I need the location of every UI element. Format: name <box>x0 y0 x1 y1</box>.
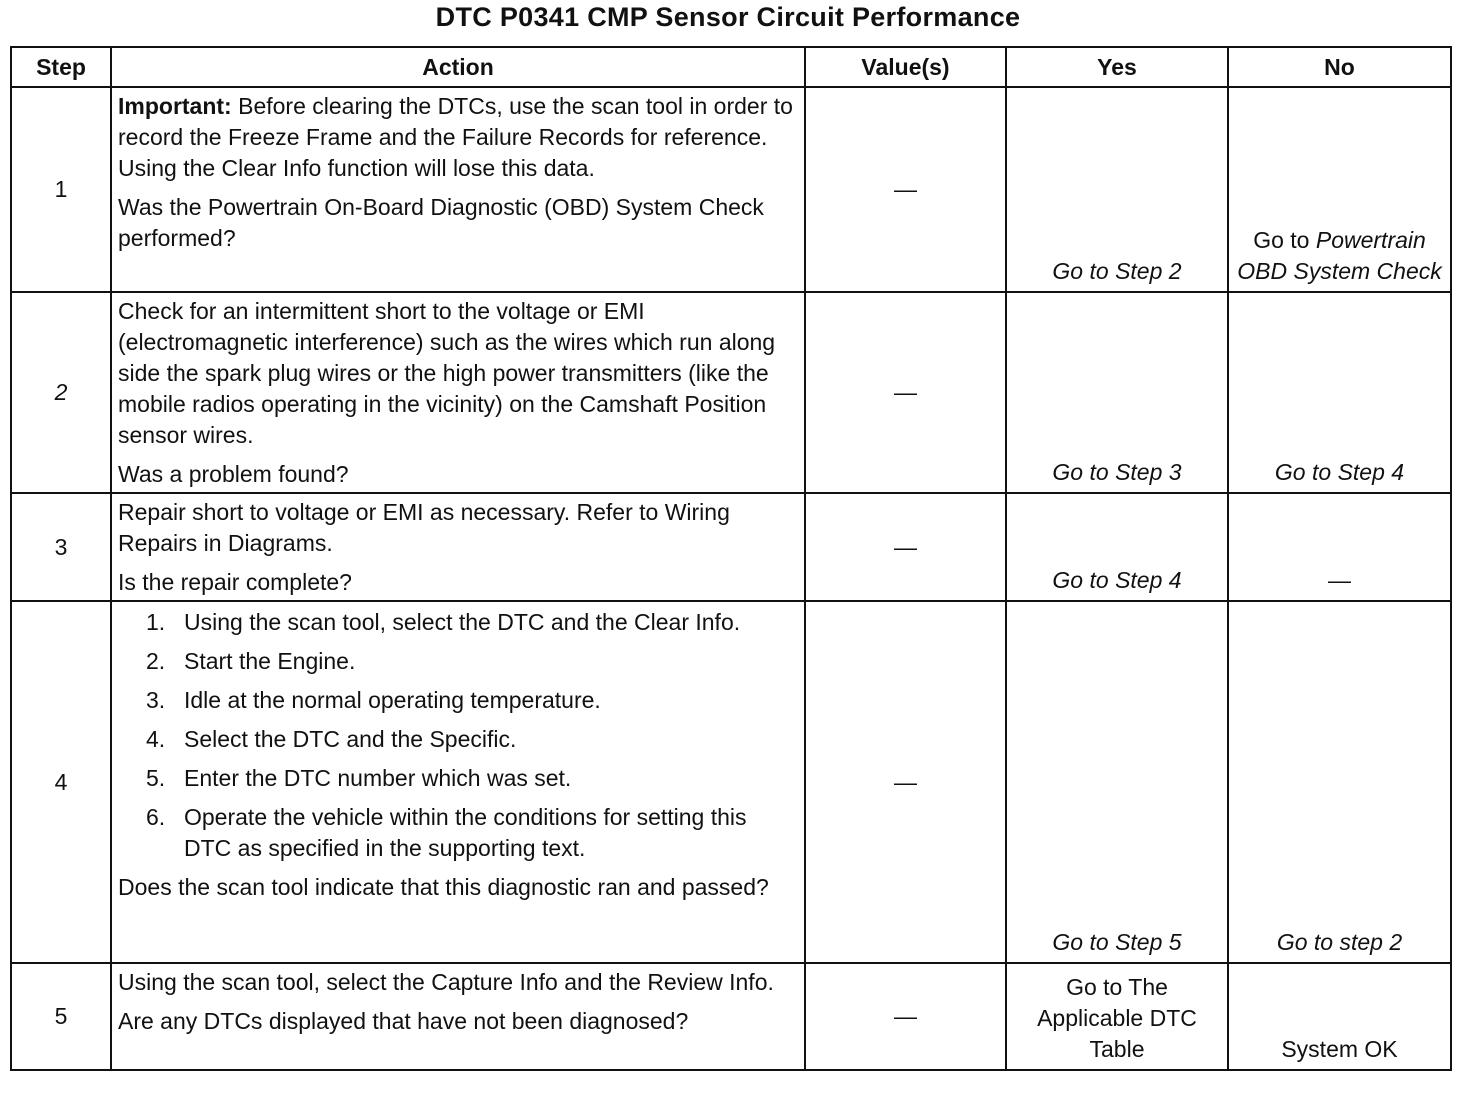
action-question: Was a problem found? <box>118 461 349 487</box>
yes-cell[interactable]: Go to Step 3 <box>1006 292 1228 493</box>
value-cell: — <box>805 963 1006 1070</box>
yes-cell[interactable]: Go to The Applicable DTC Table <box>1006 963 1228 1070</box>
header-yes: Yes <box>1006 47 1228 87</box>
list-item-number: 5. <box>146 765 166 791</box>
step-number: 3 <box>11 493 111 601</box>
header-values: Value(s) <box>805 47 1006 87</box>
important-text: Before clearing the DTCs, use the scan tool in order to record the Freeze Frame and the Failure Records for reference. Using the Clear Info function will lose this data. <box>118 93 793 181</box>
list-item-text: Enter the DTC number which was set. <box>184 765 572 791</box>
no-cell[interactable]: Go to step 2 <box>1228 601 1451 963</box>
table-row <box>11 292 1451 493</box>
action-text <box>118 91 798 184</box>
table-row <box>11 601 1451 963</box>
action-cell <box>111 87 805 292</box>
value-cell: — <box>805 87 1006 292</box>
diagnostic-table <box>10 46 1452 1071</box>
table-header-row <box>11 47 1451 87</box>
yes-cell[interactable]: Go to Step 2 <box>1006 87 1228 292</box>
action-text: Using the scan tool, select the Capture Info and the Review Info. <box>118 969 774 995</box>
action-question: Are any DTCs displayed that have not been diagnosed? <box>118 1008 689 1034</box>
no-link[interactable]: Powertrain OBD System Check <box>1237 227 1442 284</box>
value-cell: — <box>805 493 1006 601</box>
list-item-text: Select the DTC and the Specific. <box>184 726 517 752</box>
list-item-text: Start the Engine. <box>184 648 356 674</box>
table-row <box>11 963 1451 1070</box>
header-no: No <box>1228 47 1451 87</box>
action-cell <box>111 601 805 963</box>
list-item <box>118 802 798 864</box>
list-item-text: Idle at the normal operating temperature. <box>184 687 601 713</box>
list-item <box>118 607 798 638</box>
header-action: Action <box>111 47 805 87</box>
action-cell <box>111 292 805 493</box>
list-item <box>118 763 798 794</box>
list-item <box>118 685 798 716</box>
list-item-number: 6. <box>146 804 166 830</box>
step-number: 5 <box>11 963 111 1070</box>
no-cell: — <box>1228 493 1451 601</box>
no-cell[interactable] <box>1228 87 1451 292</box>
action-cell <box>111 493 805 601</box>
table-row <box>11 493 1451 601</box>
list-item-number: 3. <box>146 687 166 713</box>
list-item-number: 1. <box>146 609 166 635</box>
table-row <box>11 87 1451 292</box>
yes-cell[interactable]: Go to Step 4 <box>1006 493 1228 601</box>
list-item-number: 2. <box>146 648 166 674</box>
no-cell: System OK <box>1228 963 1451 1070</box>
value-cell: — <box>805 601 1006 963</box>
important-label: Important: <box>118 93 232 119</box>
list-item-text: Using the scan tool, select the DTC and the Clear Info. <box>184 609 741 635</box>
action-question: Does the scan tool indicate that this diagnostic ran and passed? <box>118 874 769 900</box>
page-title: DTC P0341 CMP Sensor Circuit Performance <box>435 2 1021 32</box>
step-number: 4 <box>11 601 111 963</box>
no-prefix: Go to <box>1253 227 1310 253</box>
action-question: Is the repair complete? <box>118 569 352 595</box>
yes-cell[interactable]: Go to Step 5 <box>1006 601 1228 963</box>
list-item-number: 4. <box>146 726 166 752</box>
header-step: Step <box>11 47 111 87</box>
action-cell <box>111 963 805 1070</box>
list-item <box>118 724 798 755</box>
procedure-list <box>118 607 798 864</box>
list-item <box>118 646 798 677</box>
action-question: Was the Powertrain On-Board Diagnostic (OBD) System Check performed? <box>118 194 764 251</box>
action-text: Check for an intermittent short to the voltage or EMI (electromagnetic interference) such as the wires which run along side the spark plug wires or the high power transmitters (like the mobile radios operating in the vicinity) on the Camshaft Position sensor wires. <box>118 298 776 448</box>
value-cell: — <box>805 292 1006 493</box>
no-cell[interactable]: Go to Step 4 <box>1228 292 1451 493</box>
action-text: Repair short to voltage or EMI as necessary. Refer to Wiring Repairs in Diagrams. <box>118 499 730 556</box>
step-number: 1 <box>11 87 111 292</box>
list-item-text: Operate the vehicle within the conditions for setting this DTC as specified in the supporting text. <box>184 804 747 861</box>
step-number: 2 <box>11 292 111 493</box>
